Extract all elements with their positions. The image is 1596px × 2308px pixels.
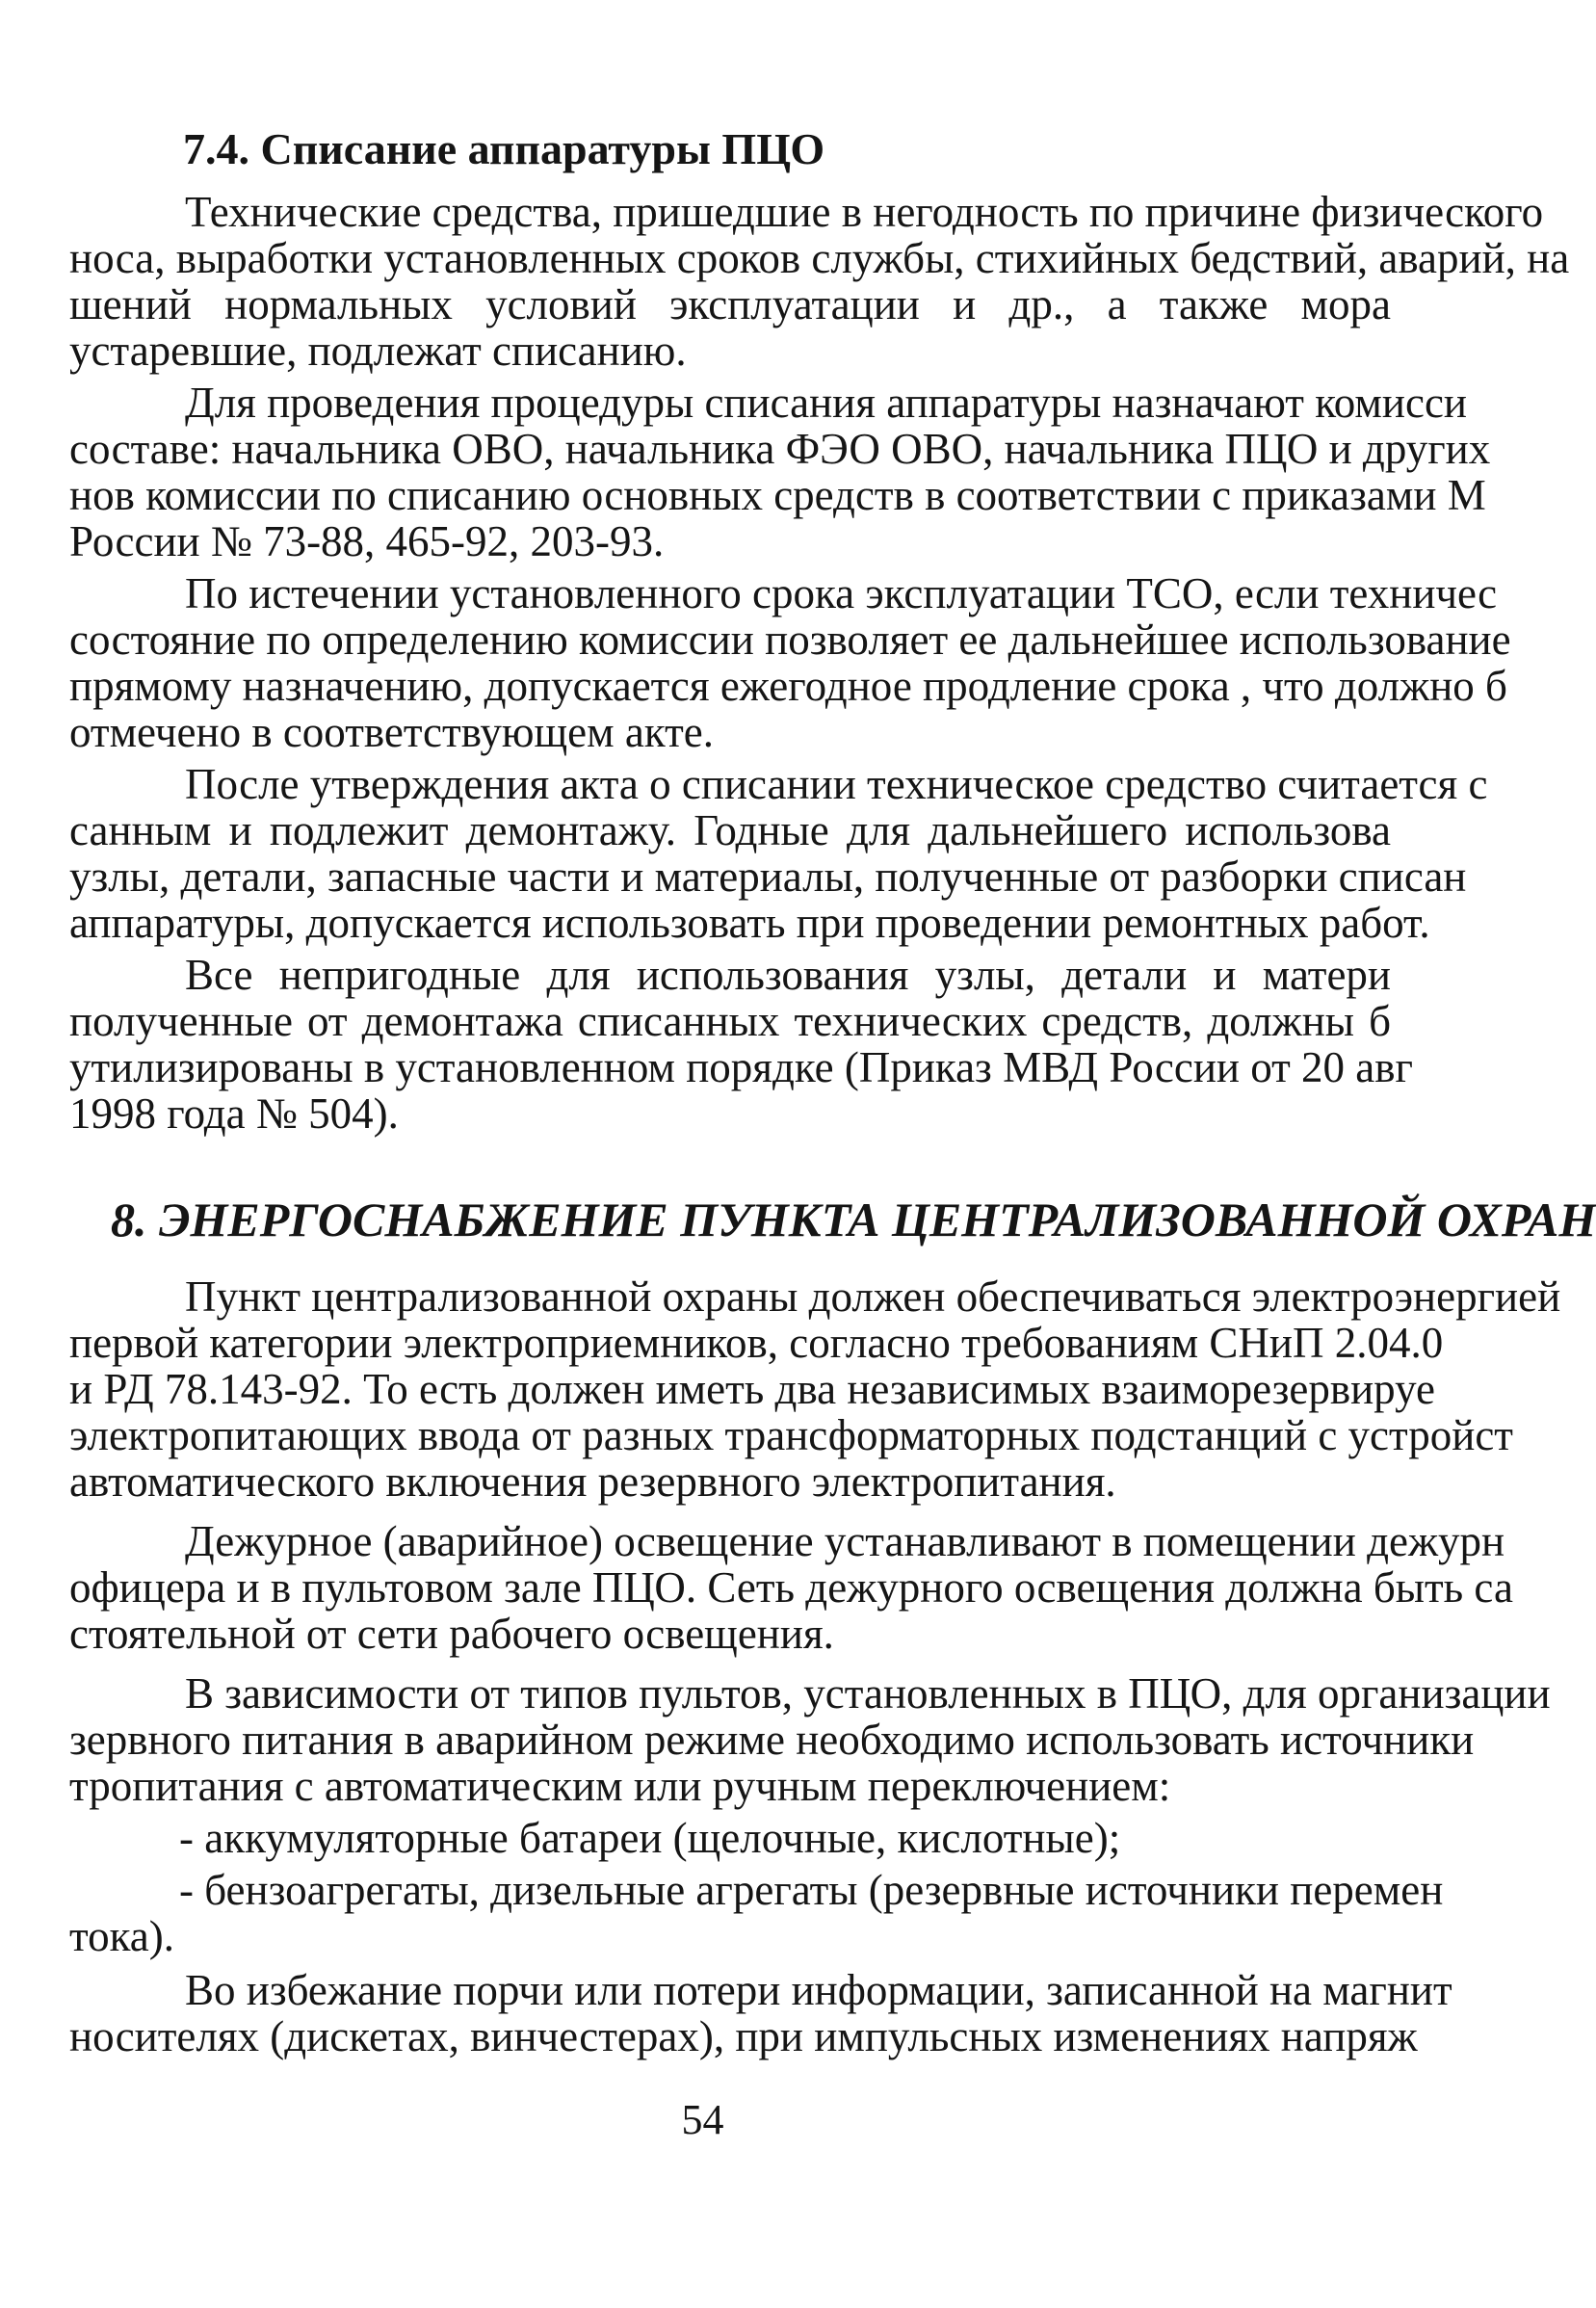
list-item: - аккумуляторные батареи (щелочные, кислотные); xyxy=(179,1814,1121,1862)
text-line: Все непригодные для использования узлы, детали и матери xyxy=(185,951,1391,999)
text-line: стоятельной от сети рабочего освещения. xyxy=(69,1610,834,1658)
text-line: автоматического включения резервного электропитания. xyxy=(69,1457,1116,1506)
text-line: прямому назначению, допускается ежегодное продление срока , что должно б xyxy=(69,662,1507,710)
text-line: По истечении установленного срока эксплуатации ТСО, если техничес xyxy=(185,569,1498,617)
text-line: полученные от демонтажа списанных технических средств, должны б xyxy=(69,997,1391,1045)
text-line: и РД 78.143-92. То есть должен иметь два независимых взаиморезервируе xyxy=(69,1365,1435,1413)
text-line: составе: начальника ОВО, начальника ФЭО ОВО, начальника ПЦО и других xyxy=(69,425,1491,473)
text-line: офицера и в пультовом зале ПЦО. Сеть дежурного освещения должна быть са xyxy=(69,1563,1513,1612)
page-number: 54 xyxy=(681,2096,724,2143)
text-line: носителях (дискетах, винчестерах), при импульсных изменениях напряж xyxy=(69,2012,1418,2060)
text-line: После утверждения акта о списании техническое средство считается с xyxy=(185,760,1488,808)
text-line: аппаратуры, допускается использовать при проведении ремонтных работ. xyxy=(69,899,1430,947)
text-line: 1998 года № 504). xyxy=(69,1089,399,1138)
text-line: тропитания с автоматическим или ручным переключением: xyxy=(69,1762,1171,1810)
text-line: тока). xyxy=(69,1912,174,1960)
text-line: узлы, детали, запасные части и материалы, полученные от разборки списан xyxy=(69,852,1467,901)
text-line: России № 73-88, 465-92, 203-93. xyxy=(69,517,665,565)
text-line: электропитающих ввода от разных трансформаторных подстанций с устройст xyxy=(69,1411,1513,1459)
text-line: Технические средства, пришедшие в негодность по причине физического xyxy=(185,188,1544,236)
text-line: состояние по определению комиссии позволяет ее дальнейшее использование xyxy=(69,616,1511,664)
text-line: Для проведения процедуры списания аппаратуры назначают комисси xyxy=(185,379,1468,427)
text-line: зервного питания в аварийном режиме необходимо использовать источники xyxy=(69,1716,1475,1764)
text-line: устаревшие, подлежат списанию. xyxy=(69,327,687,375)
text-line: шений нормальных условий эксплуатации и др., а также мора xyxy=(69,280,1391,328)
text-line: Дежурное (аварийное) освещение устанавливают в помещении дежурн xyxy=(185,1517,1505,1565)
text-line: отмечено в соответствующем акте. xyxy=(69,708,715,756)
text-line: Во избежание порчи или потери информации, записанной на магнит xyxy=(185,1966,1452,2014)
text-line: нов комиссии по списанию основных средств в соответствии с приказами М xyxy=(69,471,1486,519)
text-line: Пункт централизованной охраны должен обеспечиваться электроэнергией xyxy=(185,1272,1561,1321)
text-line: носа, выработки установленных сроков службы, стихийных бедствий, аварий, на xyxy=(69,234,1570,282)
text-line: утилизированы в установленном порядке (Приказ МВД России от 20 авг xyxy=(69,1043,1413,1091)
section-8-heading: 8. ЭНЕРГОСНАБЖЕНИЕ ПУНКТА ЦЕНТРАЛИЗОВАННОЙ ОХРАН xyxy=(111,1193,1596,1246)
text-line: первой категории электроприемников, согласно требованиям СНиП 2.04.0 xyxy=(69,1319,1444,1367)
section-7-4-heading: 7.4. Списание аппаратуры ПЦО xyxy=(183,124,825,173)
list-item: - бензоагрегаты, дизельные агрегаты (резервные источники перемен xyxy=(179,1866,1444,1914)
text-line: В зависимости от типов пультов, установленных в ПЦО, для организации xyxy=(185,1669,1551,1718)
text-line: санным и подлежит демонтажу. Годные для дальнейшего использова xyxy=(69,806,1391,854)
